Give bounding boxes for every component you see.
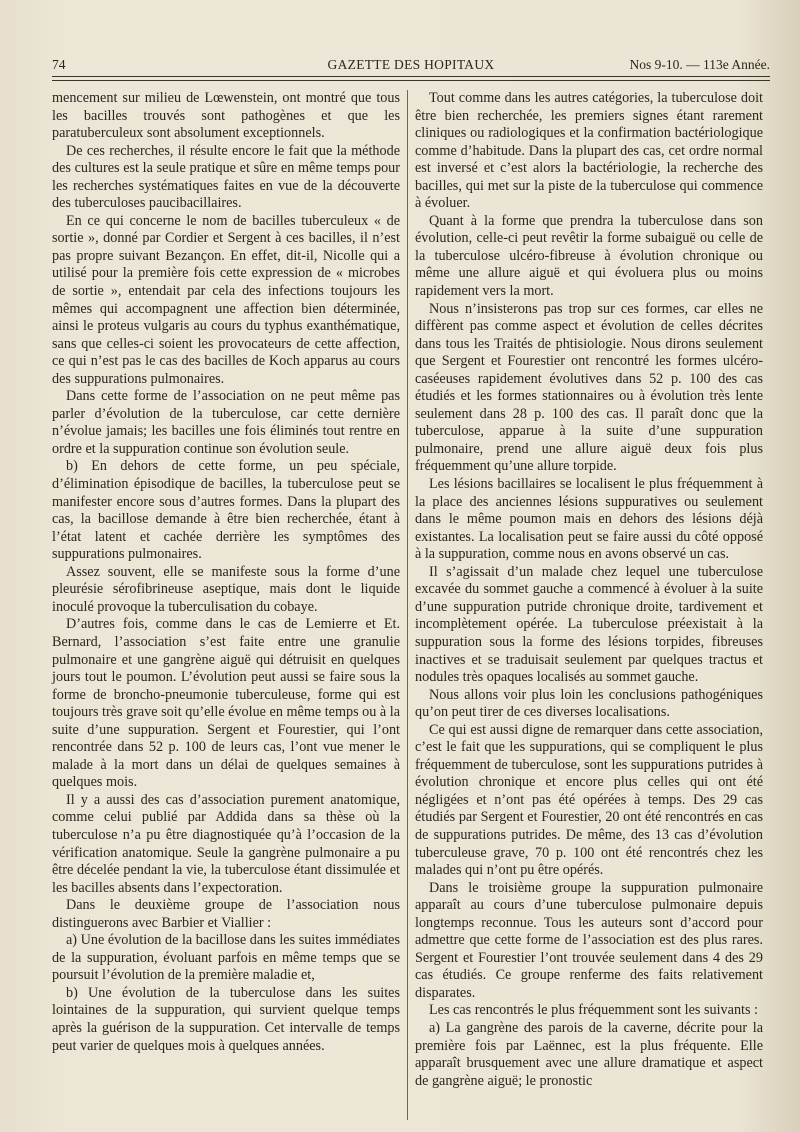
paragraph: Assez souvent, elle se manifeste sous la forme d’une pleurésie sérofibrineuse aseptique, mais dont le liquide inoculé provoque la tuberculisation du cobaye. — [52, 563, 400, 615]
column-divider — [407, 90, 408, 1120]
paragraph: D’autres fois, comme dans le cas de Lemierre et Et. Bernard, l’association s’est faite entre une granulie pulmonaire et une gangrène aiguë qui détruisit en quelques jours tout le poumon. L’évolution peut aussi se faire sous la forme de broncho-pneumonie tuberculeuse, forme qui est toujours très grave soit qu’elle évolue en même temps ou à la suite d’une suppuration. Sergent et Fourestier, qui l’ont rencontrée dans 52 p. 100 de leurs cas, l’ont vue mener le malade à la mort dans un délai de quelques semaines à quelques mois. — [52, 616, 400, 791]
paragraph: a) La gangrène des parois de la caverne, décrite pour la première fois par Laënnec, est la plus fréquente. Elle apparaît brusquement avec une allure dramatique et aspect de gangrène aiguë; le pronostic — [415, 1019, 763, 1089]
paragraph: Dans le troisième groupe la suppuration pulmonaire apparaît au cours d’une tuberculose pulmonaire depuis longtemps reconnue. Tous les auteurs sont d’accord pour admettre que cette forme de l’association est des plus rares. Sergent et Fourestier l’ont trouvée seulement dans 4 des 29 cas étudiés. Ce groupe renferme des faits relativement disparates. — [415, 879, 763, 1001]
page-header — [52, 55, 770, 77]
paragraph: Il s’agissait d’un malade chez lequel une tuberculose excavée du sommet gauche a commencé à évoluer à la suite d’une suppuration putride chronique droite, tardivement et incomplètement opérée. La tuberculose préexistait à la suppuration sous la forme des lésions torpides, fibreuses inactives et se traduisait seulement par quelques tractus et nodules très opaques localisés au sommet gauche. — [415, 563, 763, 686]
paragraph: Ce qui est aussi digne de remarquer dans cette association, c’est le fait que les suppurations, qui se compliquent le plus fréquemment de tuberculose, sont les suppurations putrides à évolution chronique et encore plus celles qui ont été négligées et n’ont pas été opérées à temps. Des 29 cas étudiés par Sergent et Fourestier, 20 ont été rencontrés en cas de suppurations putrides. De même, des 13 cas d’évolution tuberculeuse grave, 70 p. 100 ont été rencontrés chez les malades qui n’ont pu être opérés. — [415, 721, 763, 879]
paragraph: Il y a aussi des cas d’association purement anatomique, comme celui publié par Addida dans sa thèse où la tuberculose n’a pu être diagnostiquée qu’à l’occasion de la vérification anatomique. Seule la gangrène pulmonaire a pu être décelée pendant la vie, la tuberculose étant dissimulée et les bacilles absents dans l’expectoration. — [52, 791, 400, 896]
paragraph: Nous n’insisterons pas trop sur ces formes, car elles ne diffèrent pas comme aspect et évolution de celles décrites dans tous les Traités de phtisiologie. Nous dirons seulement que Sergent et Fourestier ont rencontré les formes ulcéro-caséeuses rapidement évolutives dans 52 p. 100 des cas étudiés et les formes stationnaires ou à évolution très lente seulement dans 28 p. 100 des cas. Il paraît donc que la tuberculose, apparue à la suite d’une suppuration pulmonaire, prend une allure aiguë deux fois plus fréquemment qu’une allure torpide. — [415, 300, 763, 475]
page-number: 74 — [52, 57, 66, 72]
paragraph: b) Une évolution de la tuberculose dans les suites lointaines de la suppuration, qui survient quelque temps après la guérison de la suppuration. Cet intervalle de temps peut varier de quelques mois à quelques années. — [52, 984, 400, 1054]
issue-info: Nos 9-10. — 113e Année. — [629, 57, 770, 72]
header-rule — [52, 76, 770, 77]
paragraph: Les lésions bacillaires se localisent le plus fréquemment à la place des anciennes lésions suppuratives ou seulement dans le même poumon mais en dehors des lésions déjà existantes. La localisation peut se faire aussi du côté opposé à la suppuration, comme nous en avons observé un cas. — [415, 476, 763, 563]
paragraph: Dans le deuxième groupe de l’association nous distinguerons avec Barbier et Viallier : — [52, 897, 400, 931]
paragraph: Dans cette forme de l’association on ne peut même pas parler d’évolution de la tuberculose, car cette dernière n’évolue jamais; les bacilles une fois éliminés tout rentre en ordre et la suppuration continue son évolution seule. — [52, 388, 400, 457]
left-column — [52, 90, 400, 1055]
paragraph: mencement sur milieu de Lœwenstein, ont montré que tous les bacilles trouvés sont pathogènes et que les paratuberculeux sont absolument exceptionnels. — [52, 90, 400, 142]
paragraph: De ces recherches, il résulte encore le fait que la méthode des cultures est la seule pratique et sûre en même temps pour les recherches systématiques faites en vue de la découverte des tuberculoses paucibacillaires. — [52, 142, 400, 212]
paragraph: En ce qui concerne le nom de bacilles tuberculeux « de sortie », donné par Cordier et Sergent à ces bacilles, il n’est pas propre suivant Bezançon. En effet, dit-il, Nicolle qui a utilisé pour la première fois cette expression de « microbes de sortie », entendait par cela des infections toujours les mêmes qui accompagnent une affection bien déterminée, ainsi le proteus vulgaris au cours du typhus exanthématique, sans que celles-ci soient les provocateurs de cette affection, ce qui n’est pas le cas des bacilles de Koch apparus au cours des suppurations pulmonaires. — [52, 212, 400, 387]
paragraph: a) Une évolution de la bacillose dans les suites immédiates de la suppuration, évoluant parfois en même temps que se poursuit l’évolution de la première maladie et, — [52, 932, 400, 984]
paragraph: b) En dehors de cette forme, un peu spéciale, d’élimination épisodique de bacilles, la tuberculose peut se manifester encore sous d’autres formes. Dans la plupart des cas, la bacillose demande à être bien recherchée, étant à l’état latent et cachée derrière les symptômes des suppurations pulmonaires. — [52, 458, 400, 563]
header-rule-double — [52, 80, 770, 81]
journal-title: GAZETTE DES HOPITAUX — [327, 57, 495, 72]
paragraph: Quant à la forme que prendra la tuberculose dans son évolution, celle-ci peut revêtir la forme subaiguë ou celle de la tuberculose ulcéro-fibreuse à évolution chronique ou même une allure aiguë et qui évoluera plus ou moins rapidement vers la mort. — [415, 212, 763, 300]
paragraph: Tout comme dans les autres catégories, la tuberculose doit être bien recherchée, les premiers signes étant rarement cliniques ou radiologiques et la confirmation bactériologique comme d’habitude. Dans la plupart des cas, cet ordre normal est inversé et c’est alors la bactériologie, la recherche des bacilles, qui met sur la piste de la tuberculose qui commence à évoluer. — [415, 90, 763, 212]
paragraph: Nous allons voir plus loin les conclusions pathogéniques qu’on peut tirer de ces diverses localisations. — [415, 686, 763, 721]
right-column — [415, 90, 763, 1090]
paragraph: Les cas rencontrés le plus fréquemment sont les suivants : — [429, 1002, 758, 1019]
